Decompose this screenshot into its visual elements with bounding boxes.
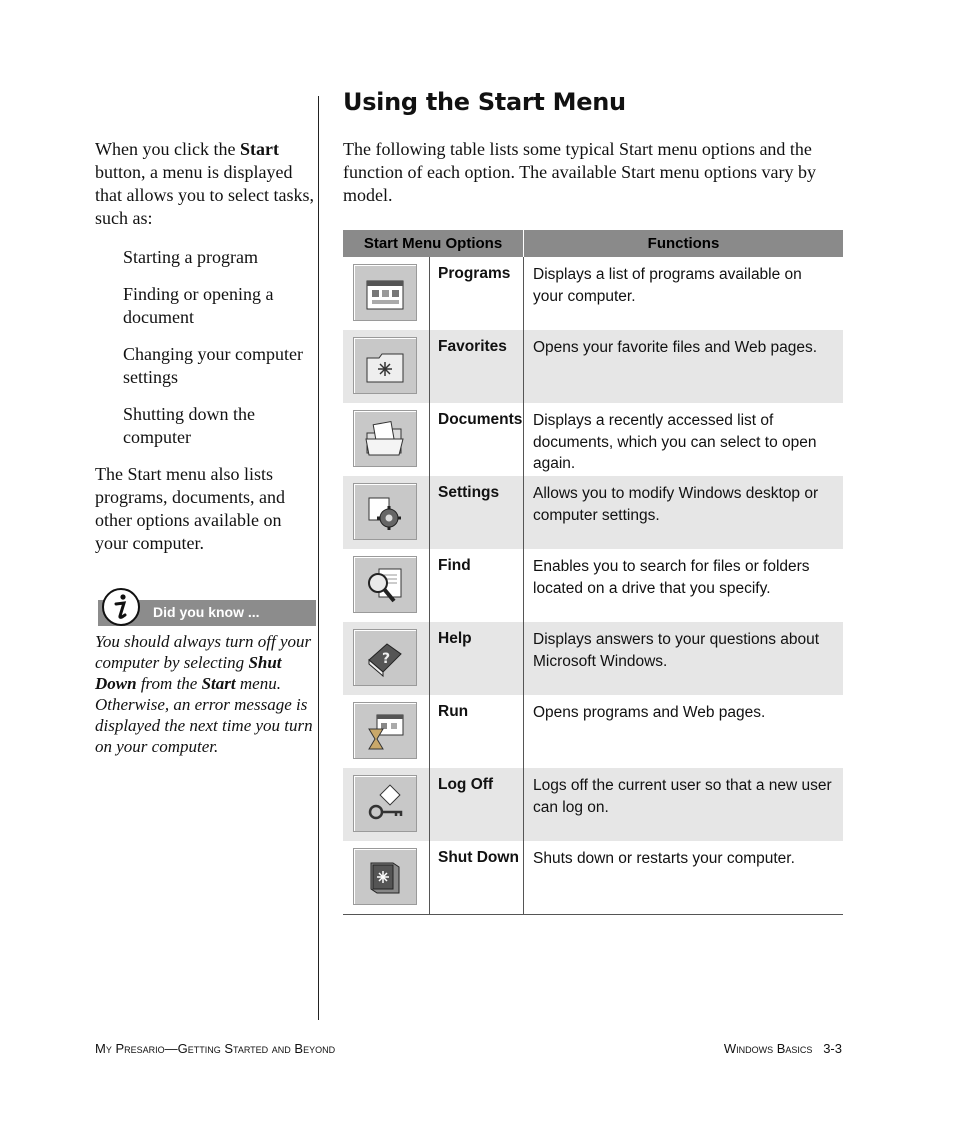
log-off-icon: [353, 775, 417, 832]
task-item: Finding or opening a document: [123, 284, 274, 327]
table-row: [343, 257, 843, 330]
task-list: [123, 246, 315, 449]
help-icon: [353, 629, 417, 686]
column-header-options: Start Menu Options: [343, 230, 524, 257]
footer-section-page: Windows Basics 3-3: [723, 1041, 842, 1056]
option-function: Enables you to search for files or folders located on a drive that you specify.: [533, 558, 810, 597]
task-item: Starting a program: [123, 247, 258, 267]
option-name: Log Off: [430, 768, 524, 841]
table-bottom-rule: [343, 914, 843, 915]
option-function: Opens programs and Web pages.: [533, 704, 766, 721]
table-row: [343, 695, 843, 768]
table-row: [343, 403, 843, 476]
start-menu-table: [343, 230, 843, 915]
did-you-know-text: You should always turn off your computer by selecting Shut Down from the Start menu. Otherwise, an error message is displayed the next time you turn on your computer.: [95, 632, 313, 756]
option-name: Find: [430, 549, 524, 622]
option-name: Run: [430, 695, 524, 768]
table-header: [343, 230, 843, 257]
sidebar-closing: The Start menu also lists programs, documents, and other options available on your computer.: [95, 464, 285, 553]
table-row: [343, 549, 843, 622]
run-icon: [353, 702, 417, 759]
table-row: [343, 476, 843, 549]
option-name: Documents: [430, 403, 524, 476]
did-you-know-label: Did you know ...: [153, 604, 260, 620]
settings-icon: [353, 483, 417, 540]
option-function: Opens your favorite files and Web pages.: [533, 339, 818, 356]
table-row: [343, 768, 843, 841]
task-item: Changing your computer settings: [123, 344, 303, 387]
find-icon: [353, 556, 417, 613]
documents-icon: [353, 410, 417, 467]
sidebar-text: [95, 138, 315, 555]
option-name: Programs: [430, 257, 524, 330]
option-function: Allows you to modify Windows desktop or computer settings.: [533, 485, 819, 524]
option-name: Settings: [430, 476, 524, 549]
option-name: Favorites: [430, 330, 524, 403]
option-function: Displays answers to your questions about Microsoft Windows.: [533, 631, 820, 670]
shut-down-icon: [353, 848, 417, 905]
task-item: Shutting down the computer: [123, 404, 256, 447]
favorites-icon: [353, 337, 417, 394]
section-intro: The following table lists some typical Start menu options and the function of each option. The available Start menu options vary by model.: [343, 139, 817, 205]
table-row: [343, 841, 843, 914]
option-function: Logs off the current user so that a new user can log on.: [533, 777, 832, 816]
option-function: Displays a list of programs available on your computer.: [533, 266, 802, 305]
column-divider: [318, 96, 319, 1020]
footer-book-title: My Presario—Getting Started and Beyond: [95, 1041, 336, 1056]
option-name: Shut Down: [430, 841, 524, 914]
sidebar-intro: When you click the Start button, a menu is displayed that allows you to select tasks, such as:: [95, 139, 314, 228]
option-function: Shuts down or restarts your computer.: [533, 850, 795, 867]
svg-text:?: ?: [382, 651, 391, 667]
option-function: Displays a recently accessed list of documents, which you can select to open again.: [533, 412, 817, 472]
table-row: [343, 622, 843, 695]
column-header-functions: Functions: [647, 235, 720, 252]
info-icon: [101, 587, 141, 627]
option-name: Help: [430, 622, 524, 695]
programs-icon: [353, 264, 417, 321]
page-title: Using the Start Menu: [343, 88, 626, 116]
table-row: [343, 330, 843, 403]
